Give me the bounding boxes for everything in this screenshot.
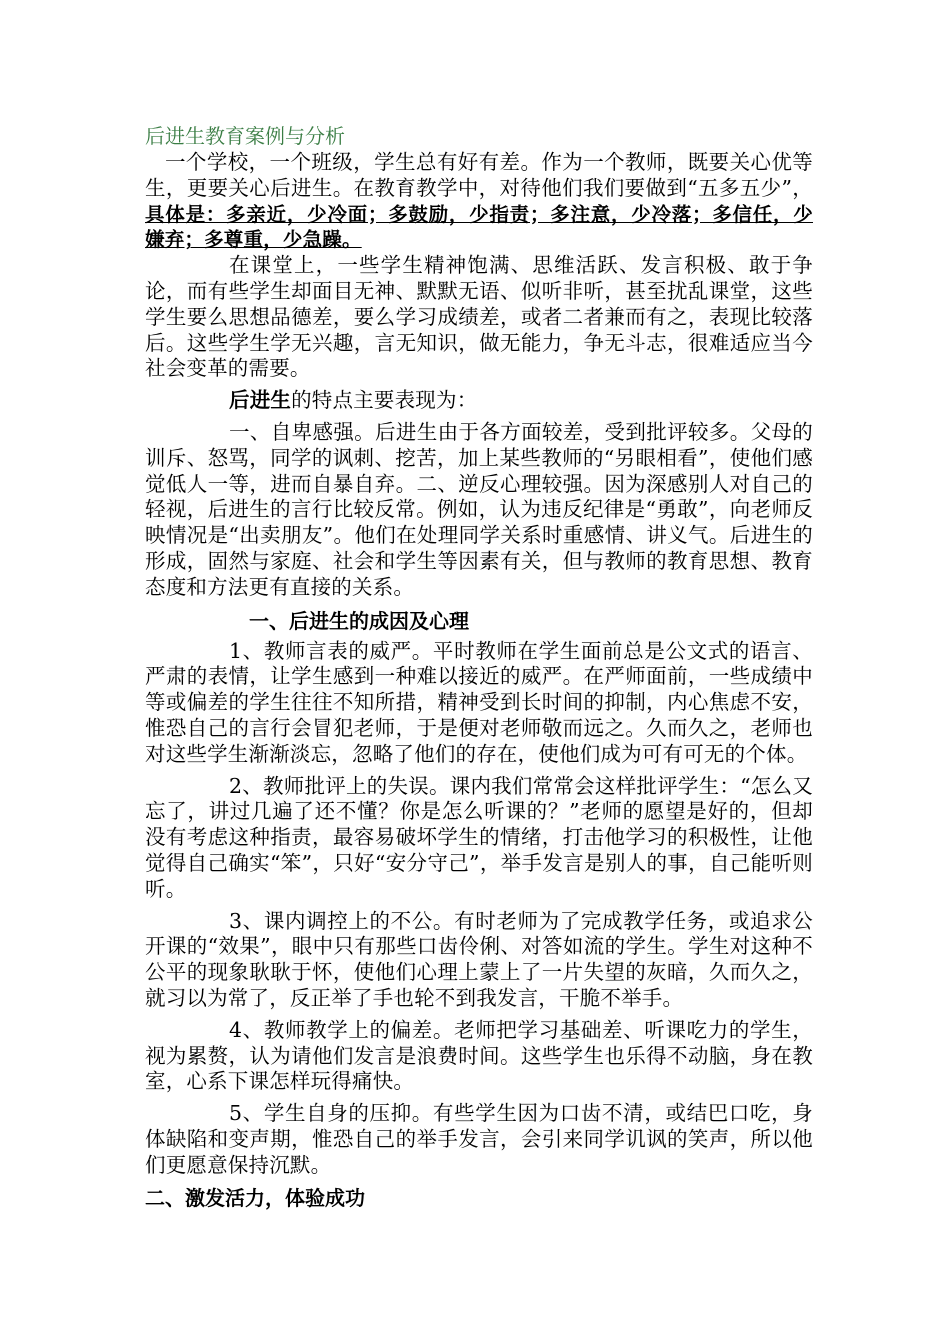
document-title: 后进生教育案例与分析 [145, 124, 345, 148]
section1-item-1: 1、教师言表的威严。平时教师在学生面前总是公文式的语言、严肃的表情，让学生感到一种难以接近的威严。在严师面前，一些成绩中等或偏差的学生往往不知所措，精神受到长时间的抑制，内心焦虑不安，惟恐自己的言行会冒犯老师，于是便对老师敬而远之。久而久之，老师也对这些学生渐渐淡忘，忽略了他们的存在，使他们成为可有可无的个体。 [145, 638, 813, 766]
section1-item-2: 2、教师批评上的失误。课内我们常常会这样批评学生：“怎么又忘了，讲过几遍了还不懂？你是怎么听课的？”老师的愿望是好的，但却没有考虑这种指责，最容易破坏学生的情绪，打击他学习的积极性，让他觉得自己确实“笨”，只好“安分守己”，举手发言是别人的事，自己能听则听。 [145, 773, 813, 901]
section2-heading: 二、激发活力，体验成功 [145, 1186, 365, 1211]
features-intro-bold: 后进生 [229, 388, 292, 413]
intro-paragraph [145, 150, 813, 253]
section1-item-5: 5、学生自身的压抑。有些学生因为口齿不清，或结巴口吃，身体缺陷和变声期，惟恐自己的举手发言，会引来同学讥讽的笑声，所以他们更愿意保持沉默。 [145, 1101, 813, 1177]
classroom-paragraph: 在课堂上，一些学生精神饱满、思维活跃、发言积极、敢于争论，而有些学生却面目无神、默默无语、似听非听，甚至扰乱课堂，这些学生要么思想品德差，要么学习成绩差，或者二者兼而有之，表现比较落后。这些学生学无兴趣，言无知识，做无能力，争无斗志，很难适应当今社会变革的需要。 [145, 253, 813, 381]
features-intro-rest: 的特点主要表现为： [291, 388, 478, 413]
intro-emphasis: 具体是：多亲近，少冷面；多鼓励，少指责；多注意，少冷落；多信任，少嫌弃；多尊重，少急躁。 [145, 202, 813, 252]
features-intro-paragraph [145, 388, 813, 414]
document-page [145, 122, 813, 1216]
section1-heading: 一、后进生的成因及心理 [249, 608, 469, 633]
section1-item-4: 4、教师教学上的偏差。老师把学习基础差、听课吃力的学生，视为累赘，认为请他们发言是浪费时间。这些学生也乐得不动脑，身在教室，心系下课怎样玩得痛快。 [145, 1017, 813, 1094]
features-paragraph: 一、自卑感强。后进生由于各方面较差，受到批评较多。父母的训斥、怒骂，同学的讽刺、挖苦，加上某些教师的“另眼相看”，使他们感觉低人一等，进而自暴自弃。二、逆反心理较强。因为深感别人对自己的轻视，后进生的言行比较反常。例如，认为违反纪律是“勇敢”，向老师反映情况是“出卖朋友”。他们在处理同学关系时重感情、讲义气。后进生的形成，固然与家庭、社会和学生等因素有关，但与教师的教育思想、教育态度和方法更有直接的关系。 [145, 419, 813, 599]
intro-text: 一个学校，一个班级，学生总有好有差。作为一个教师，既要关心优等生，更要关心后进生。在教育教学中，对待他们我们要做到“五多五少”， [145, 150, 813, 200]
section1-item-3: 3、课内调控上的不公。有时老师为了完成教学任务，或追求公开课的“效果”，眼中只有那些口齿伶俐、对答如流的学生。学生对这种不公平的现象耿耿于怀，使他们心理上蒙上了一片失望的灰暗，久而久之，就习以为常了，反正举了手也轮不到我发言，干脆不举手。 [145, 908, 813, 1010]
